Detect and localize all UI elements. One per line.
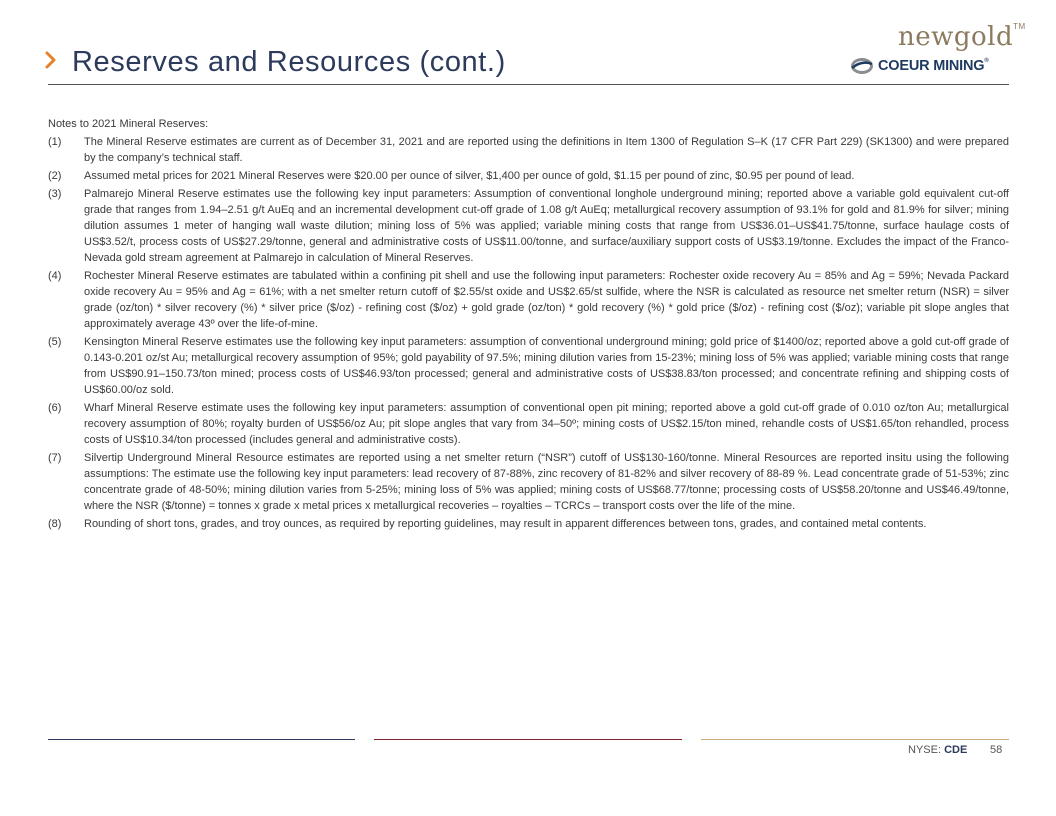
note-number: (7) [48, 452, 62, 464]
note-number: (1) [48, 136, 62, 148]
page-title: Reserves and Resources (cont.) [72, 46, 506, 78]
footer-line-maroon [374, 739, 682, 740]
title-divider [48, 84, 1009, 85]
note-number: (4) [48, 270, 62, 282]
note-item [48, 516, 1009, 532]
note-text: The Mineral Reserve estimates are current as of December 31, 2021 and are reported using the definitions in Item 1300 of Regulation S–K (17 CFR Part 229) (SK1300) and were prepared by the company’s technical staff. [84, 136, 1009, 164]
newgold-logo [898, 22, 1026, 52]
ticker-label: NYSE: [908, 744, 942, 756]
note-text: Wharf Mineral Reserve estimate uses the following key input parameters: assumption of conventional open pit mining; reported above a gold cut-off grade of 0.010 oz/ton Au; metallurgical recovery assumption of 80%; royalty burden of US$56/oz Au; pit slope angles that vary from 34–50º; mining costs of US$2.15/ton mined, rehandle costs of US$1.65/ton rehandled, process costs of US$10.34/ton processed (includes general and administrative costs). [84, 402, 1009, 446]
note-text: Palmarejo Mineral Reserve estimates use the following key input parameters: Assumption of conventional longhole underground mining; reported above a variable gold equivalent cut-off grade that ranges from 1.94–2.51 g/t AuEq and an incremental development cut-off grade of 1.08 g/t AuEq; metallurgical recovery assumption of 93.1% for gold and 81.9% for silver; mining dilution assumes 1 meter of hanging wall waste dilution; mining loss of 5% was applied; variable mining costs that range from US$36.01–US$41.75/tonne, surface haulage costs of US$3.52/t, process costs of US$27.29/tonne, general and administrative costs of US$11.00/tonne, and surface/auxiliary support costs of US$3.19/tonne. Excludes the impact of the Franco-Nevada gold stream agreement at Palmarejo in calculation of Mineral Reserves. [84, 188, 1009, 264]
note-item [48, 134, 1009, 166]
note-text: Rounding of short tons, grades, and troy ounces, as required by reporting guidelines, may result in apparent differences between tons, grades, and contained metal contents. [84, 518, 927, 530]
note-item [48, 186, 1009, 266]
notes-section [48, 116, 1009, 532]
ticker-symbol: CDE [944, 744, 968, 756]
note-item [48, 268, 1009, 332]
coeur-emblem-icon [850, 56, 874, 76]
notes-list [48, 134, 1009, 532]
newgold-wordmark: newgold [898, 22, 1014, 52]
note-item [48, 334, 1009, 398]
note-text: Assumed metal prices for 2021 Mineral Reserves were $20.00 per ounce of silver, $1,400 per ounce of gold, $1.15 per pound of zinc, $0.95 per pound of lead. [84, 170, 855, 182]
note-item [48, 450, 1009, 514]
note-text: Silvertip Underground Mineral Resource estimates are reported using a net smelter return (“NSR”) cutoff of US$130-160/tonne. Mineral Resources are reported insitu using the following assumptions: The estimate use the following key input parameters: lead recovery of 87-88%, zinc recovery of 81-82% and silver recovery of 88-89 %. Lead concentrate grade of 51-53%; zinc concentrate grade of 48-50%; mining dilution varies from 5-25%; mining loss of 5% was applied; mining costs of US$68.77/tonne; processing costs of US$58.20/tonne and US$46.49/tonne, where the NSR ($/tonne) = tonnes x grade x metal prices x metallurgical recoveries – royalties – TCRCs – transport costs over the life of the mine. [84, 452, 1009, 512]
note-number: (8) [48, 518, 62, 530]
notes-intro: Notes to 2021 Mineral Reserves: [48, 118, 209, 130]
note-text: Kensington Mineral Reserve estimates use the following key input parameters: assumption of conventional underground mining; gold price of $1400/oz; reported above a gold cut-off grade of 0.143-0.201 oz/st Au; metallurgical recovery assumption of 95%; gold payability of 97.5%; mining dilution varies from 15-23%; mining loss of 5% was applied; variable mining costs that range from US$90.91–150.73/ton mined; process costs of US$46.93/ton processed; general and administrative costs of US$38.83/ton processed; and concentrate refining and shipping costs of US$60.00/oz sold. [84, 336, 1009, 396]
note-item [48, 168, 1009, 184]
chevron-right-icon [44, 50, 58, 70]
note-number: (2) [48, 170, 62, 182]
newgold-tm: TM [1013, 22, 1026, 31]
stock-ticker [908, 744, 967, 756]
coeur-mining-logo [850, 56, 989, 76]
coeur-wordmark: COEUR MINING® [878, 58, 989, 74]
footer-line-navy [48, 739, 355, 740]
footer-line-gold [701, 739, 1009, 740]
note-item [48, 400, 1009, 448]
note-number: (6) [48, 402, 62, 414]
note-number: (3) [48, 188, 62, 200]
note-number: (5) [48, 336, 62, 348]
note-text: Rochester Mineral Reserve estimates are tabulated within a confining pit shell and use the following input parameters: Rochester oxide recovery Au = 85% and Ag = 59%; Nevada Packard oxide recovery Au = 95% and Ag = 61%; with a net smelter return cutoff of $2.55/st oxide and US$2.65/st sulfide, where the NSR is calculated as resource net smelter return (NSR) = silver grade (oz/ton) * silver recovery (%) * silver price ($/oz) - refining cost ($/oz) + gold grade (oz/ton) * gold recovery (%) * gold price ($/oz) - refining cost ($/oz); variable pit slope angles that approximately average 43º over the life-of-mine. [84, 270, 1009, 330]
page-number: 58 [990, 744, 1003, 756]
